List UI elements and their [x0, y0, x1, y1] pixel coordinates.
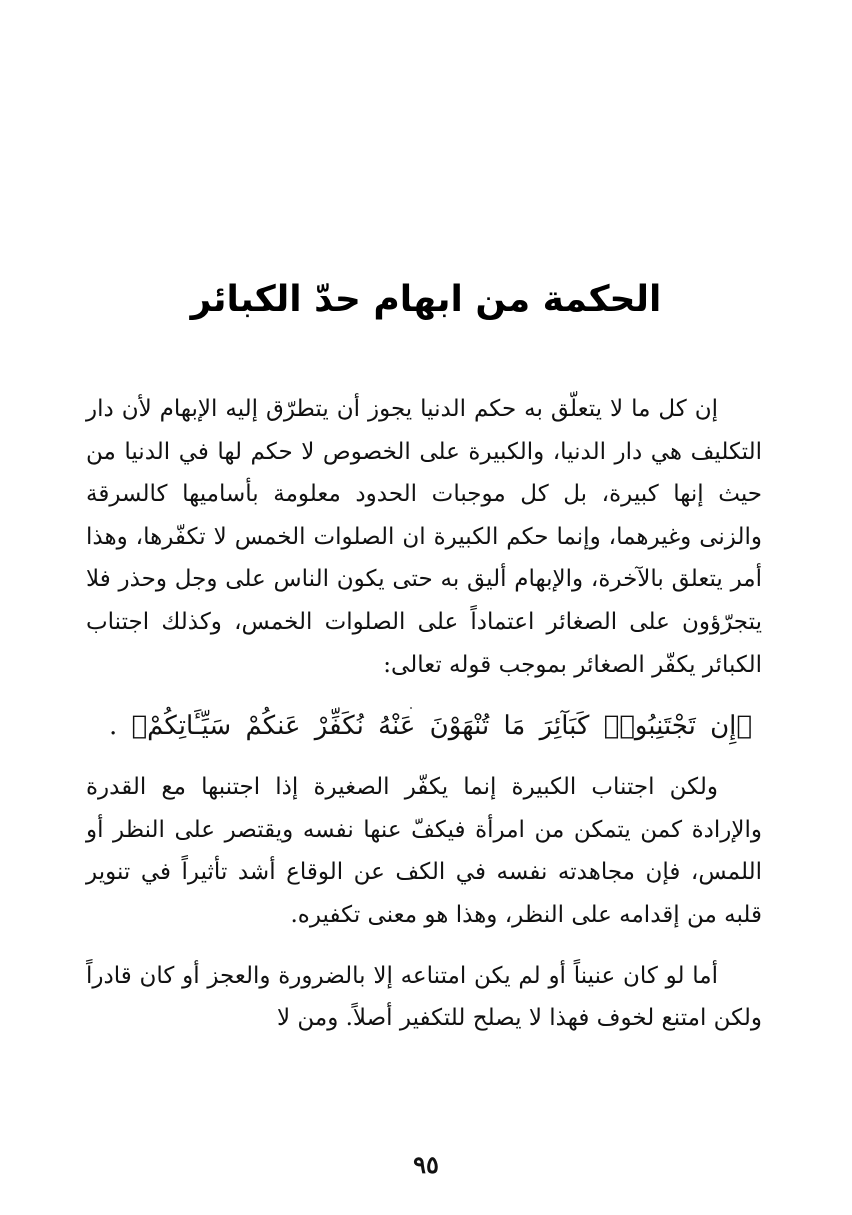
- paragraph-intro: إن كل ما لا يتعلّق به حكم الدنيا يجوز أن يتطرّق إليه الإبهام لأن دار التكليف هي دار الدنيا، والكبيرة على الخصوص لا حكم لها في الدنيا من حيث إنها كبيرة، بل كل موجبات الحدود معلومة بأساميها كالسرقة والزنى وغيرهما، وإنما حكم الكبيرة ان الصلوات الخمس لا تكفّرها، وهذا أمر يتعلق بالآخرة، والإبهام أليق به حتى يكون الناس على وجل وحذر فلا يتجرّؤون على الصغائر اعتماداً على الصلوات الخمس، وكذلك اجتناب الكبائر يكفّر الصغائر بموجب قوله تعالى:: [86, 396, 762, 678]
- page-number: ٩٥: [413, 1150, 439, 1179]
- paragraph-explanation: ولكن اجتناب الكبيرة إنما يكفّر الصغيرة إذا اجتنبها مع القدرة والإرادة كمن يتمكن من امرأة فيكفّ عنها نفسه ويقتصر على النظر أو اللمس، فإن مجاهدته نفسه في الكف عن الوقاع أشد تأثيراً في تنوير قلبه من إقدامه على النظر، وهذا هو معنى تكفيره.: [86, 774, 762, 928]
- paragraph-continuation: أما لو كان عنيناً أو لم يكن امتناعه إلا بالضرورة والعجز أو كان قادراً ولكن امتنع لخوف فهذا لا يصلح للتكفير أصلاً. ومن لا: [86, 962, 762, 1032]
- body-text: [86, 388, 762, 1040]
- print-speck: [410, 707, 412, 709]
- chapter-title: الحكمة من ابهام حدّ الكبائر: [190, 279, 662, 320]
- quran-verse: ﴿إِن تَجْتَنِبُوا۟ كَبَآئِرَ مَا تُنْهَوْنَ عَنْهُ نُكَفِّرْ عَنكُمْ سَيِّـَٔاتِكُمْ﴾ .: [108, 711, 752, 742]
